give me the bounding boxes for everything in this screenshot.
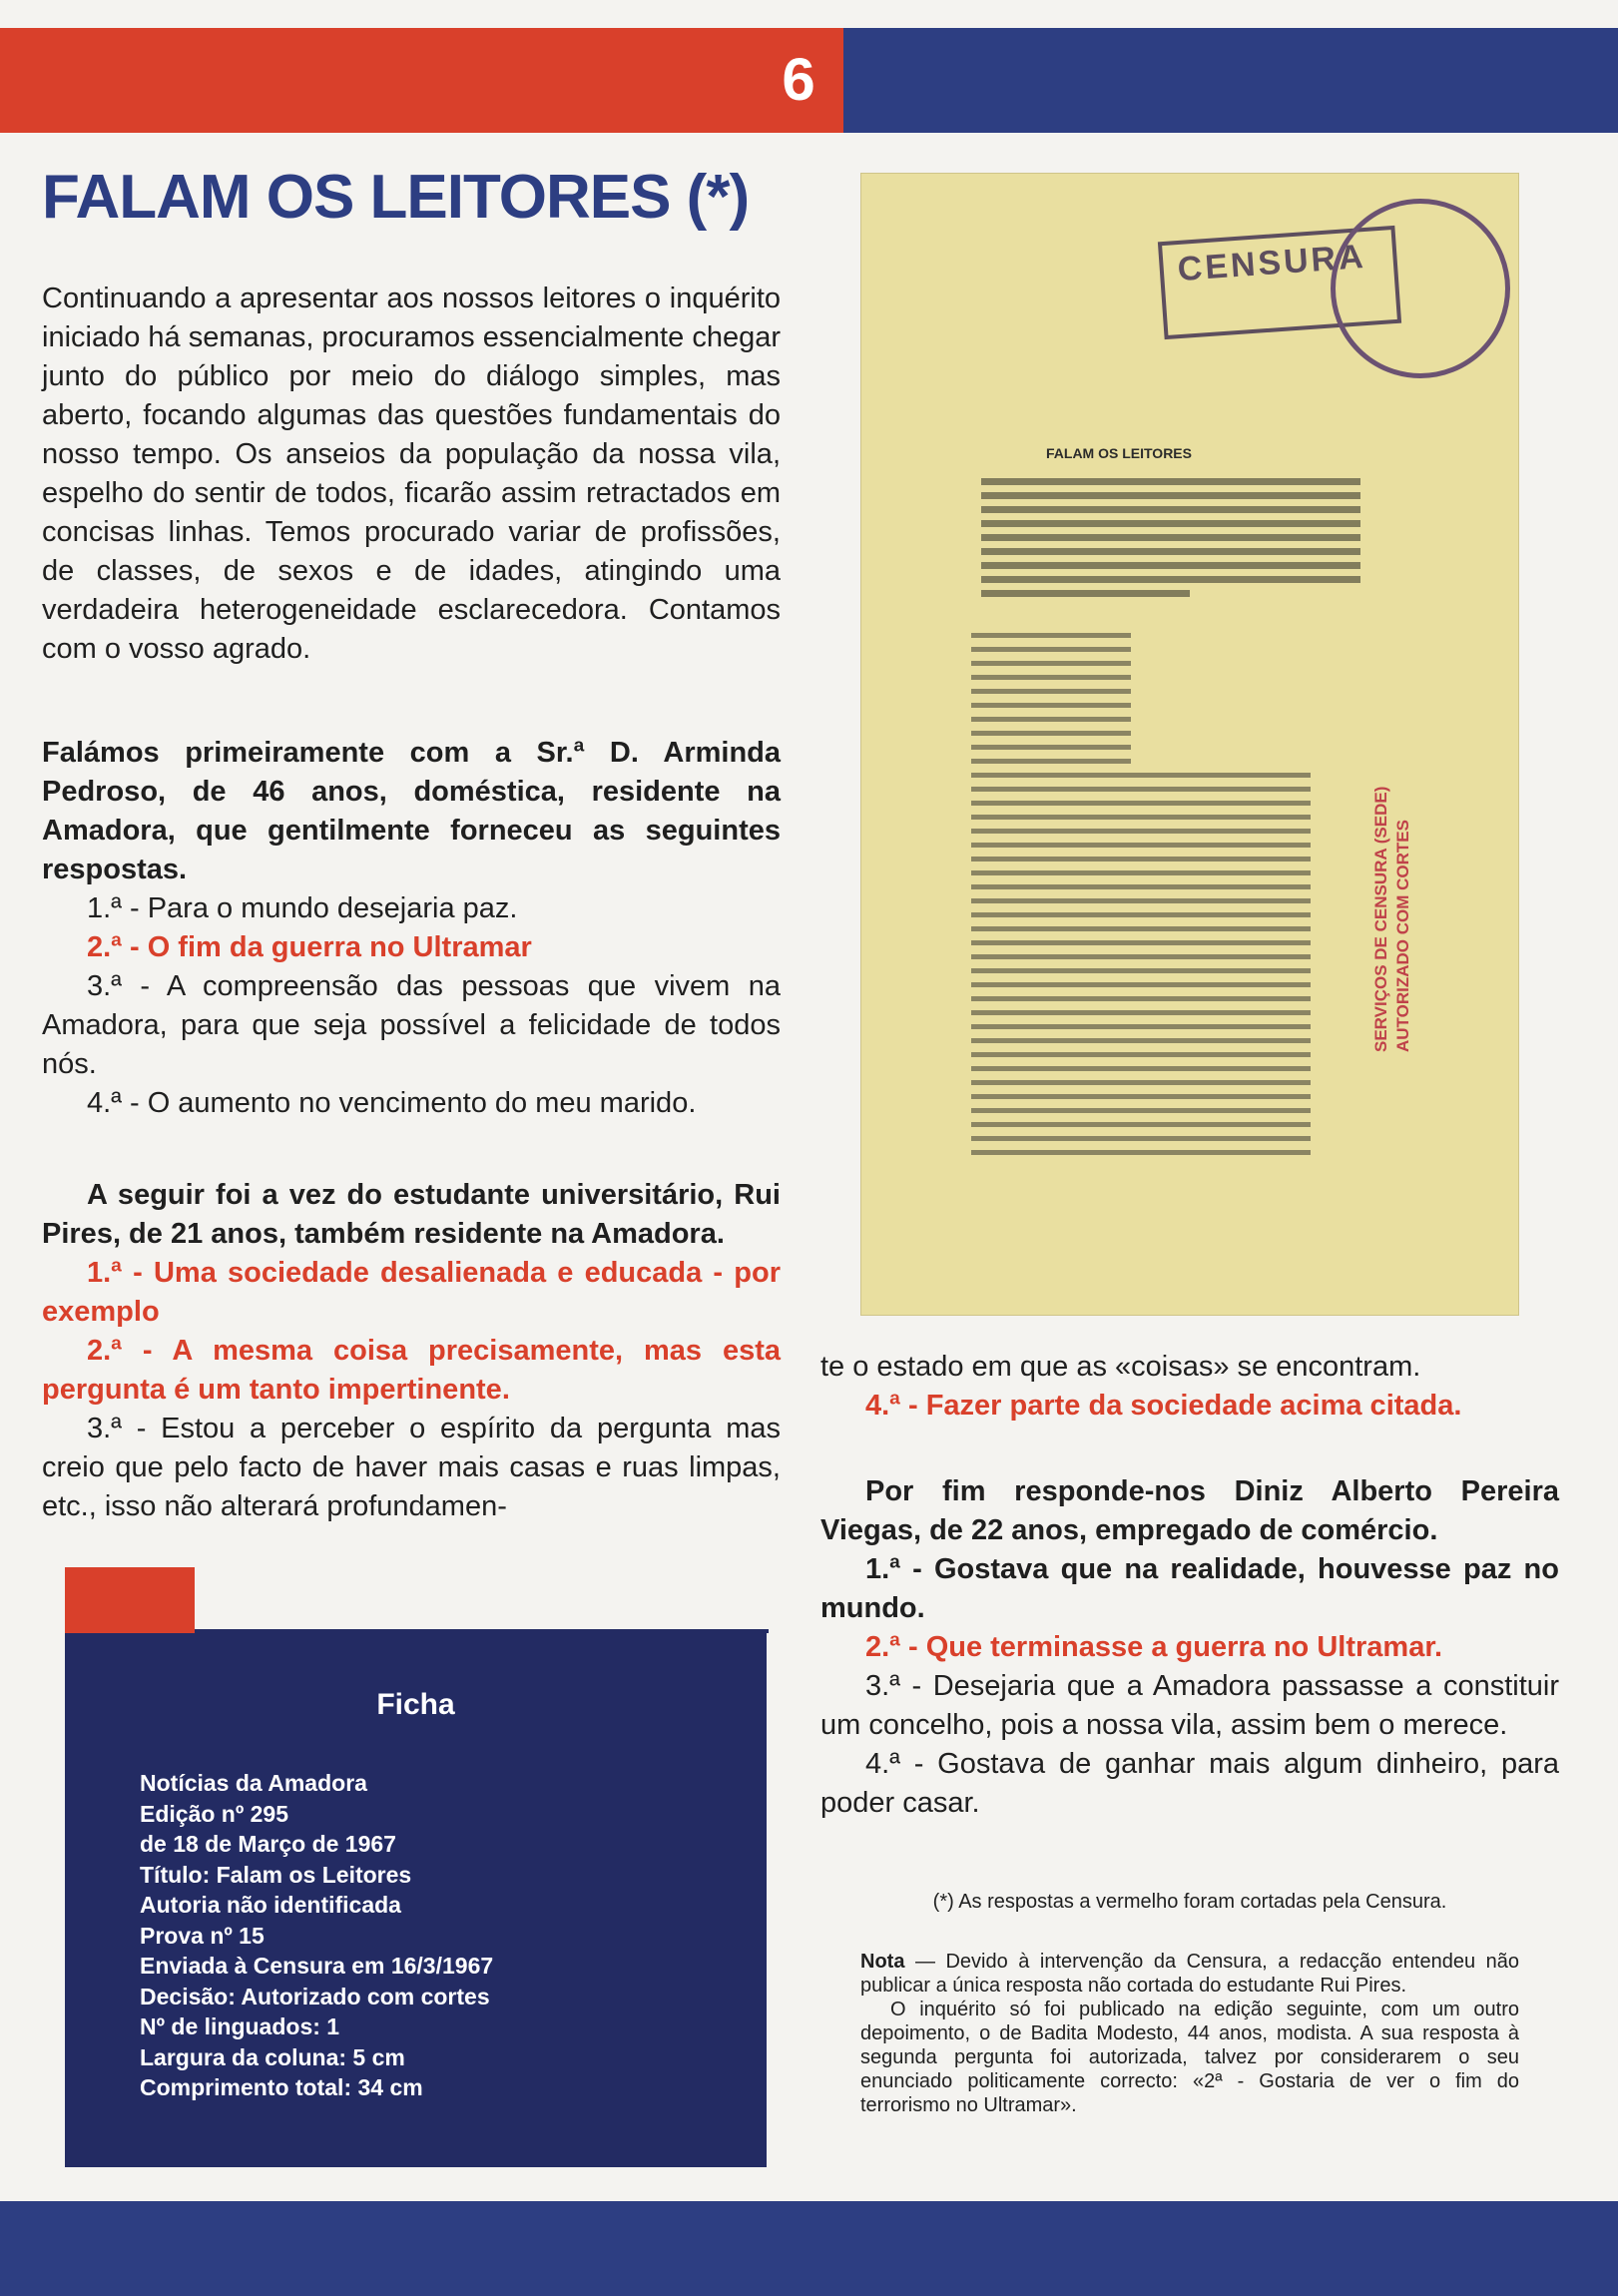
ficha-item: Comprimento total: 34 cm <box>140 2074 423 2100</box>
censored-proof-scan <box>860 173 1519 1316</box>
interview2-answer-2: 2.ª - A mesma coisa precisamente, mas esta pergunta é um tanto impertinente. <box>42 1335 781 1406</box>
interview1-lead: Falámos primeiramente com a Sr.ª D. Arminda Pedroso, de 46 anos, doméstica, residente na Amadora, que gentilmente forneceu as seguintes respostas. <box>42 737 781 885</box>
right-column <box>820 1348 1559 1823</box>
ficha-item: Decisão: Autorizado com cortes <box>140 1983 490 2009</box>
ficha-item: Título: Falam os Leitores <box>140 1861 412 1888</box>
interview3-answer-3: 3.ª - Desejaria que a Amadora passasse a constituir um concelho, pois a nossa vila, assim bem o merece. <box>820 1670 1559 1741</box>
interview1-answer-3: 3.ª - A compreensão das pessoas que vivem na Amadora, para que seja possível a felicidade de todos nós. <box>42 970 781 1080</box>
interview3-lead: Por fim responde-nos Diniz Alberto Pereira Viegas, de 22 anos, empregado de comércio. <box>820 1475 1559 1546</box>
article-title: FALAM OS LEITORES (*) <box>42 163 750 232</box>
scan-column-lines <box>971 633 1370 1164</box>
ficha-list <box>140 1768 493 2103</box>
scan-heading: FALAM OS LEITORES <box>1046 445 1192 461</box>
interview2-answer-4: 4.ª - Fazer parte da sociedade acima citada. <box>865 1390 1462 1422</box>
ficha-item: Nº de linguados: 1 <box>140 2013 340 2039</box>
ficha-item: Prova nº 15 <box>140 1922 265 1949</box>
interview2-answer-3-end: te o estado em que as «coisas» se encontram. <box>820 1351 1421 1383</box>
ficha-item: Notícias da Amadora <box>140 1770 367 1796</box>
note-text: — Devido à intervenção da Censura, a redacção entendeu não publicar a única resposta não cortada do estudante Rui Pires. <box>860 1951 1519 1997</box>
censorship-stamp: CENSURA <box>1158 226 1401 339</box>
editor-note <box>860 1950 1519 1998</box>
ficha-item: Largura da coluna: 5 cm <box>140 2043 405 2070</box>
editor-note-2: O inquérito só foi publicado na edição seguinte, com um outro depoimento, o de Badita Modesto, 44 anos, modista. A sua resposta à segunda pergunta foi autorizada, talvez por considerarem o seu enunciado politicamente correcto: «2ª - Gostaria de ver o fim do terrorismo no Ultramar». <box>860 1999 1519 2116</box>
authorized-with-cuts-stamp: SERVIÇOS DE CENSURA (SEDE) AUTORIZADO COM CORTES <box>1371 786 1412 1052</box>
interview2-answer-3-start: 3.ª - Estou a perceber o espírito da pergunta mas creio que pelo facto de haver mais casas e ruas limpas, etc., isso não alterará profundamen- <box>42 1413 781 1522</box>
interview1-answer-2: 2.ª - O fim da guerra no Ultramar <box>87 931 532 963</box>
ficha-title: Ficha <box>376 1688 455 1721</box>
interview3-answer-2: 2.ª - Que terminasse a guerra no Ultramar. <box>865 1631 1443 1663</box>
left-column <box>42 280 781 1526</box>
interview2-lead: A seguir foi a vez do estudante universitário, Rui Pires, de 21 anos, também residente na Amadora. <box>42 1179 781 1250</box>
interview2-answer-1: 1.ª - Uma sociedade desalienada e educada - por exemplo <box>42 1257 781 1328</box>
ficha-item: Edição nº 295 <box>140 1800 289 1827</box>
page-number: 6 <box>782 46 815 113</box>
footer-blue-band <box>0 2201 1618 2296</box>
interview3-answer-1: 1.ª - Gostava que na realidade, houvesse paz no mundo. <box>820 1553 1559 1624</box>
scan-text-lines <box>981 478 1360 604</box>
note-label: Nota <box>860 1951 905 1973</box>
ficha-item: Autoria não identificada <box>140 1892 401 1918</box>
interview1-answer-1: 1.ª - Para o mundo desejaria paz. <box>87 892 518 924</box>
censorship-seal <box>1331 199 1510 378</box>
footnote: (*) As respostas a vermelho foram cortadas pela Censura. <box>932 1891 1447 1913</box>
header-blue-band <box>843 28 1618 133</box>
ficha-item: de 18 de Março de 1967 <box>140 1831 396 1857</box>
header-red-band <box>0 28 843 133</box>
interview3-answer-4: 4.ª - Gostava de ganhar mais algum dinheiro, para poder casar. <box>820 1748 1559 1819</box>
ficha-item: Enviada à Censura em 16/3/1967 <box>140 1953 494 1979</box>
notes-block <box>860 1890 1519 2117</box>
interview1-answer-4: 4.ª - O aumento no vencimento do meu marido. <box>87 1087 697 1119</box>
ficha-red-tab <box>65 1567 195 1633</box>
intro-paragraph: Continuando a apresentar aos nossos leitores o inquérito iniciado há semanas, procuramos essencialmente chegar junto do público por meio do diálogo simples, mas aberto, focando algumas das questões fundamentais do nosso tempo. Os anseios da população da nossa vila, espelho do sentir de todos, ficarão assim retractados em concisas linhas. Temos procurado variar de profissões, de classes, de sexos e de idades, atingindo uma verdadeira heterogeneidade esclarecedora. Contamos com o vosso agrado. <box>42 283 781 665</box>
ficha-box <box>65 1633 767 2167</box>
